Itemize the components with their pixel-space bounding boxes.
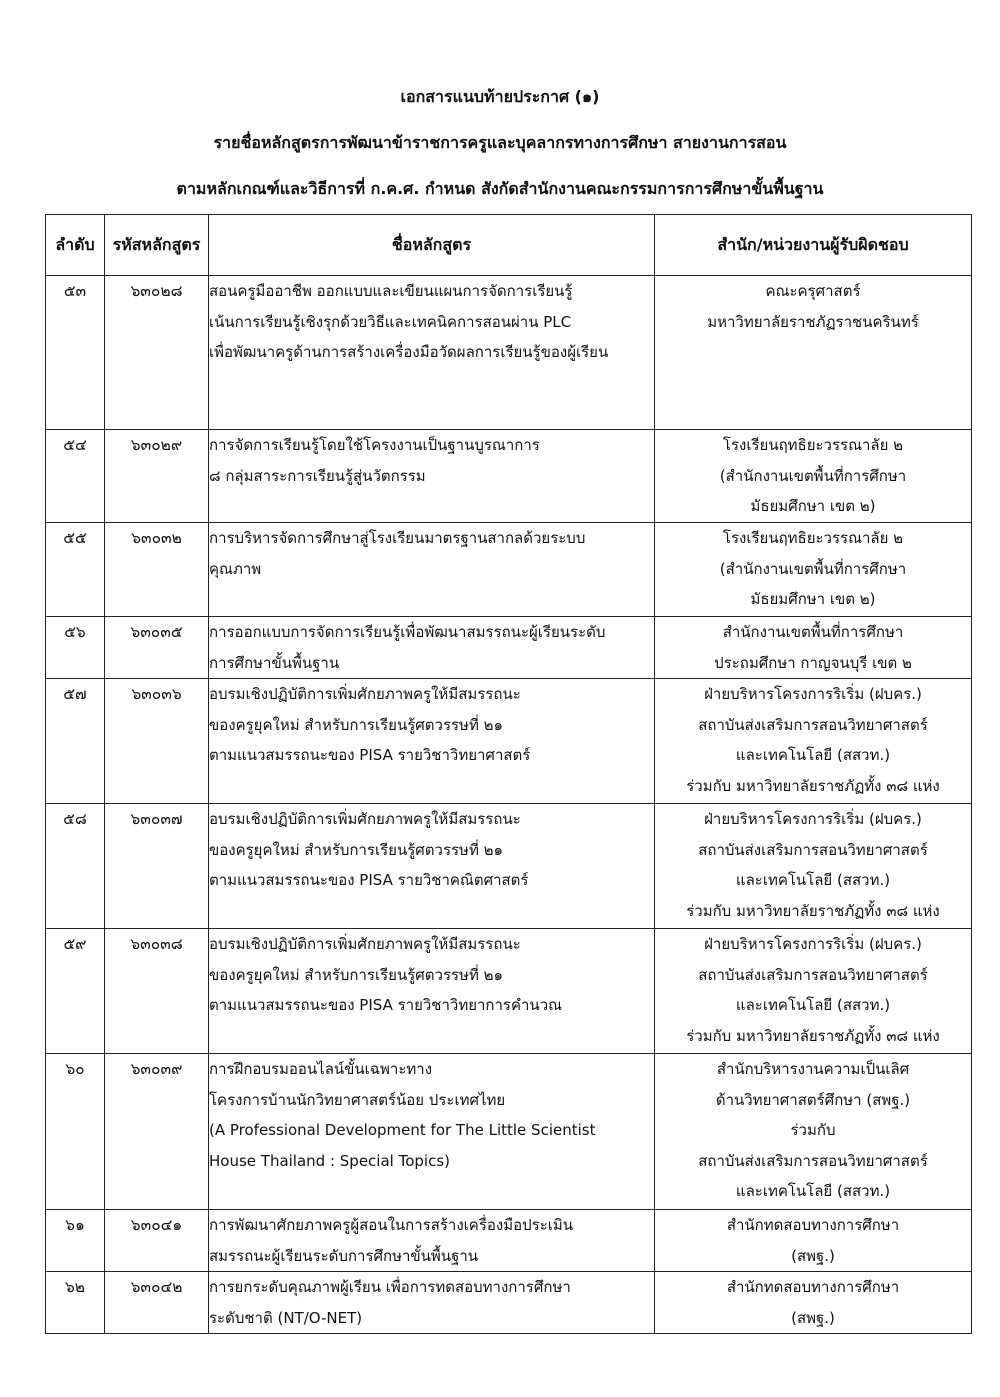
course-name-line: ๘ กลุ่มสาระการเรียนรู้สู่นวัตกรรม	[209, 466, 426, 485]
course-name-line: การศึกษาขั้นพื้นฐาน	[209, 653, 340, 672]
row-course-name	[209, 1272, 655, 1334]
row-order-number: ๕๓	[46, 276, 105, 430]
responsible-unit-line: ร่วมกับ มหาวิทยาลัยราชภัฏทั้ง ๓๘ แห่ง	[686, 901, 940, 920]
responsible-unit-line: (สำนักงานเขตพื้นที่การศึกษา	[719, 466, 907, 485]
row-course-name	[209, 523, 655, 617]
row-course-code: ๖๓๐๒๘	[105, 276, 209, 430]
row-course-name	[209, 1210, 655, 1272]
row-course-code: ๖๓๐๔๒	[105, 1272, 209, 1334]
row-responsible-unit	[655, 523, 972, 617]
column-header-responsible-unit: สำนัก/หน่วยงานผู้รับผิดชอบ	[655, 215, 972, 276]
table-header-row	[46, 215, 972, 276]
responsible-unit-line: มัธยมศึกษา เขต ๒)	[750, 590, 876, 608]
responsible-unit-line: สำนักงานเขตพื้นที่การศึกษา	[722, 623, 904, 641]
row-course-name	[209, 679, 655, 804]
row-order-number: ๖๐	[46, 1054, 105, 1210]
course-name-line: อบรมเชิงปฏิบัติการเพิ่มศักยภาพครูให้มีสมรรถนะ	[209, 685, 521, 703]
responsible-unit-line: และเทคโนโลยี (สสวท.)	[735, 1182, 891, 1200]
column-header-course-name: ชื่อหลักสูตร	[209, 215, 655, 276]
row-course-code: ๖๓๐๒๙	[105, 430, 209, 523]
responsible-unit-line: ด้านวิทยาศาสตร์ศึกษา (สพฐ.)	[715, 1090, 911, 1109]
course-name-line: การจัดการเรียนรู้โดยใช้โครงงานเป็นฐานบูรณาการ	[209, 436, 540, 454]
responsible-unit-line: มหาวิทยาลัยราชภัฏราชนครินทร์	[707, 312, 919, 331]
course-name-line: ระดับชาติ (NT/O-NET)	[209, 1308, 363, 1327]
row-course-name	[209, 1054, 655, 1210]
course-name-line: ของครูยุคใหม่ สำหรับการเรียนรู้ศตวรรษที่ ๒๑	[209, 840, 504, 859]
course-name-line: สมรรถนะผู้เรียนระดับการศึกษาขั้นพื้นฐาน	[209, 1246, 479, 1265]
responsible-unit-line: (สำนักงานเขตพื้นที่การศึกษา	[719, 559, 907, 578]
row-order-number: ๖๑	[46, 1210, 105, 1272]
course-name-line: เพื่อพัฒนาครูด้านการสร้างเครื่องมือวัดผลการเรียนรู้ของผู้เรียน	[209, 343, 609, 361]
responsible-unit-line: สำนักบริหารงานความเป็นเลิศ	[716, 1060, 910, 1078]
row-responsible-unit	[655, 804, 972, 929]
row-course-name	[209, 276, 655, 430]
row-course-code: ๖๓๐๓๕	[105, 617, 209, 679]
responsible-unit-line: โรงเรียนฤทธิยะวรรณาลัย ๒	[722, 529, 904, 547]
responsible-unit-line: สำนักทดสอบทางการศึกษา	[726, 1278, 900, 1296]
responsible-unit-line: ฝ่ายบริหารโครงการริเริ่ม (ฝบคร.)	[704, 935, 922, 953]
responsible-unit-line: สถาบันส่งเสริมการสอนวิทยาศาสตร์	[698, 965, 928, 984]
course-name-line: (A Professional Development for The Little Scientist	[209, 1121, 596, 1139]
responsible-unit-line: ฝ่ายบริหารโครงการริเริ่ม (ฝบคร.)	[704, 810, 922, 828]
row-order-number: ๕๖	[46, 617, 105, 679]
row-order-number: ๕๙	[46, 929, 105, 1054]
course-name-line: ตามแนวสมรรถนะของ PISA รายวิชาคณิตศาสตร์	[209, 871, 529, 889]
row-course-code: ๖๓๐๓๘	[105, 929, 209, 1054]
responsible-unit-line: ร่วมกับ มหาวิทยาลัยราชภัฏทั้ง ๓๘ แห่ง	[686, 776, 940, 795]
document-heading: เอกสารแนบท้ายประกาศ (๑)	[400, 87, 600, 106]
table-row	[46, 679, 972, 804]
responsible-unit-line: สถาบันส่งเสริมการสอนวิทยาศาสตร์	[698, 1151, 928, 1170]
course-name-line: ของครูยุคใหม่ สำหรับการเรียนรู้ศตวรรษที่ ๒๑	[209, 715, 504, 734]
row-responsible-unit	[655, 276, 972, 430]
responsible-unit-line: สำนักทดสอบทางการศึกษา	[726, 1216, 900, 1234]
row-course-name	[209, 804, 655, 929]
course-name-line: อบรมเชิงปฏิบัติการเพิ่มศักยภาพครูให้มีสมรรถนะ	[209, 810, 521, 828]
column-header-course-code: รหัสหลักสูตร	[105, 215, 209, 276]
course-name-line: เน้นการเรียนรู้เชิงรุกด้วยวิธีและเทคนิคการสอนผ่าน PLC	[209, 312, 572, 331]
responsible-unit-line: โรงเรียนฤทธิยะวรรณาลัย ๒	[722, 436, 904, 454]
course-name-line: ตามแนวสมรรถนะของ PISA รายวิชาวิทยาศาสตร์	[209, 746, 531, 764]
row-course-code: ๖๓๐๓๖	[105, 679, 209, 804]
table-row	[46, 523, 972, 617]
table-row	[46, 929, 972, 1054]
course-table	[45, 214, 972, 1334]
table-row	[46, 1210, 972, 1272]
responsible-unit-line: ประถมศึกษา กาญจนบุรี เขต ๒	[714, 653, 912, 672]
row-responsible-unit	[655, 929, 972, 1054]
responsible-unit-line: มัธยมศึกษา เขต ๒)	[750, 497, 876, 515]
table-row	[46, 1272, 972, 1334]
responsible-unit-line: ฝ่ายบริหารโครงการริเริ่ม (ฝบคร.)	[704, 685, 922, 703]
responsible-unit-line: และเทคโนโลยี (สสวท.)	[735, 871, 891, 889]
row-order-number: ๕๗	[46, 679, 105, 804]
row-course-code: ๖๓๐๓๒	[105, 523, 209, 617]
course-name-line: การพัฒนาศักยภาพครูผู้สอนในการสร้างเครื่องมือประเมิน	[209, 1216, 574, 1234]
course-name-line: การยกระดับคุณภาพผู้เรียน เพื่อการทดสอบทางการศึกษา	[209, 1278, 571, 1296]
row-responsible-unit	[655, 1210, 972, 1272]
row-order-number: ๖๒	[46, 1272, 105, 1334]
course-name-line: House Thailand : Special Topics)	[209, 1151, 450, 1170]
table-row	[46, 430, 972, 523]
row-course-name	[209, 617, 655, 679]
document-subtitle-criteria: ตามหลักเกณฑ์และวิธีการที่ ก.ค.ศ. กำหนด สังกัดสำนักงานคณะกรรมการการศึกษาขั้นพื้นฐาน	[176, 179, 824, 198]
responsible-unit-line: (สพฐ.)	[791, 1308, 835, 1327]
course-name-line: ของครูยุคใหม่ สำหรับการเรียนรู้ศตวรรษที่ ๒๑	[209, 965, 504, 984]
responsible-unit-line: และเทคโนโลยี (สสวท.)	[735, 746, 891, 764]
course-name-line: โครงการบ้านนักวิทยาศาสตร์น้อย ประเทศไทย	[209, 1090, 506, 1109]
course-name-line: การฝึกอบรมออนไลน์ขั้นเฉพาะทาง	[209, 1060, 433, 1078]
row-responsible-unit	[655, 1054, 972, 1210]
course-name-line: อบรมเชิงปฏิบัติการเพิ่มศักยภาพครูให้มีสมรรถนะ	[209, 935, 521, 953]
table-row	[46, 804, 972, 929]
responsible-unit-line: คณะครุศาสตร์	[765, 282, 861, 300]
row-responsible-unit	[655, 430, 972, 523]
course-name-line: สอนครูมืออาชีพ ออกแบบและเขียนแผนการจัดการเรียนรู้	[209, 282, 573, 300]
responsible-unit-line: ร่วมกับ	[790, 1121, 836, 1139]
row-order-number: ๕๘	[46, 804, 105, 929]
column-header-order: ลำดับ	[46, 215, 105, 276]
row-course-code: ๖๓๐๔๑	[105, 1210, 209, 1272]
course-name-line: คุณภาพ	[209, 559, 262, 578]
row-order-number: ๕๔	[46, 430, 105, 523]
responsible-unit-line: (สพฐ.)	[791, 1246, 835, 1265]
table-body	[46, 276, 972, 1334]
row-responsible-unit	[655, 1272, 972, 1334]
responsible-unit-line: และเทคโนโลยี (สสวท.)	[735, 996, 891, 1014]
responsible-unit-line: ร่วมกับ มหาวิทยาลัยราชภัฏทั้ง ๓๘ แห่ง	[686, 1026, 940, 1045]
row-order-number: ๕๕	[46, 523, 105, 617]
table-row	[46, 617, 972, 679]
row-course-code: ๖๓๐๓๗	[105, 804, 209, 929]
row-responsible-unit	[655, 679, 972, 804]
responsible-unit-line: สถาบันส่งเสริมการสอนวิทยาศาสตร์	[698, 840, 928, 859]
document-subtitle: รายชื่อหลักสูตรการพัฒนาข้าราชการครูและบุคลากรทางการศึกษา สายงานการสอน	[213, 133, 787, 152]
responsible-unit-line: สถาบันส่งเสริมการสอนวิทยาศาสตร์	[698, 715, 928, 734]
course-name-line: ตามแนวสมรรถนะของ PISA รายวิชาวิทยาการคำนวณ	[209, 996, 563, 1014]
course-name-line: การออกแบบการจัดการเรียนรู้เพื่อพัฒนาสมรรถนะผู้เรียนระดับ	[209, 623, 606, 641]
table-row	[46, 1054, 972, 1210]
row-course-code: ๖๓๐๓๙	[105, 1054, 209, 1210]
course-name-line: การบริหารจัดการศึกษาสู่โรงเรียนมาตรฐานสากลด้วยระบบ	[209, 529, 586, 547]
row-course-name	[209, 430, 655, 523]
row-responsible-unit	[655, 617, 972, 679]
table-row	[46, 276, 972, 430]
row-course-name	[209, 929, 655, 1054]
